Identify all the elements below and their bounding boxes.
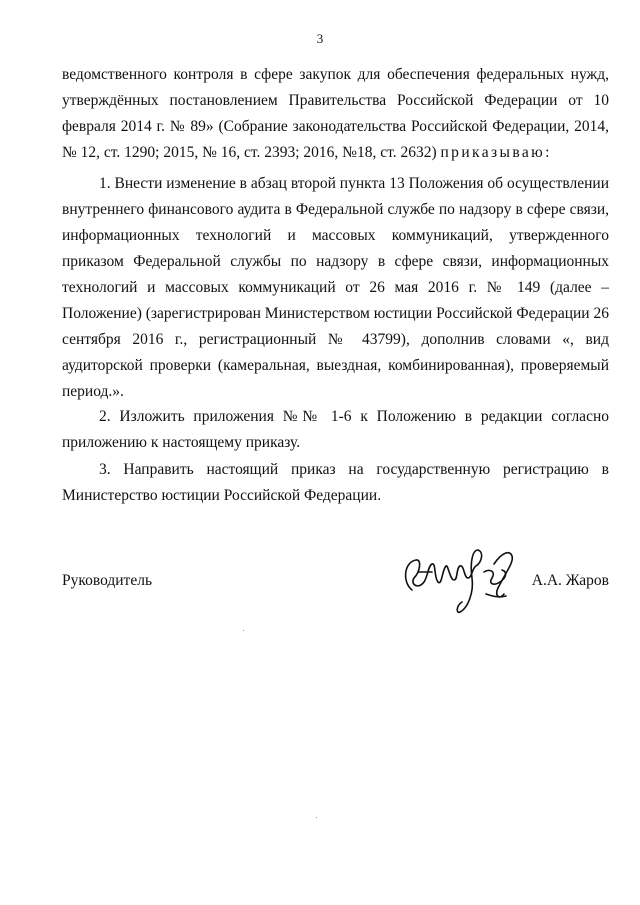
paragraph-1 (62, 62, 609, 166)
handwritten-signature (398, 542, 518, 622)
order-word: приказываю: (440, 144, 552, 161)
item-1-paragraph: 1. Внести изменение в абзац второй пункта 13 Положения об осуществлении внутреннего финансового аудита в Федеральной службе по надзору в сфере связи, информационных технологий и массовых коммуникаций, утвержденного приказом Федеральной службы по надзору в сфере связи, информационных технологий и массовых коммуникаций от 26 мая 2016 г. № 149 (далее – Положение) (зарегистрирован Министерством юстиции Российской Федерации 26 сентября 2016 г., регистрационный № 43799), дополнив словами «, вид аудиторской проверки (камеральная, выездная, комбинированная), проверяемый период.». (62, 175, 609, 400)
paragraph-1-text: ведомственного контроля в сфере закупок для обеспечения федеральных нужд, утверждённых постановлением Правительства Российской Федерации от 10 февраля 2014 г. № 89» (Собрание законодательства Российской Федерации, 2014, № 12, ст. 1290; 2015, № 16, ст. 2393; 2016, №18, ст. 2632) (62, 66, 609, 161)
item-3-paragraph: 3. Направить настоящий приказ на государственную регистрацию в Министерство юстиции Российской Федерации. (62, 461, 609, 504)
scan-speck (316, 817, 317, 818)
item-2-paragraph: 2. Изложить приложения №№ 1-6 к Положению в редакции согласно приложению к настоящему приказу. (62, 408, 609, 451)
signer-name: А.А. Жаров (531, 572, 609, 589)
signer-title: Руководитель (62, 572, 153, 589)
scan-speck (243, 630, 244, 631)
page-number: 3 (316, 31, 324, 46)
signature-block (62, 570, 609, 610)
